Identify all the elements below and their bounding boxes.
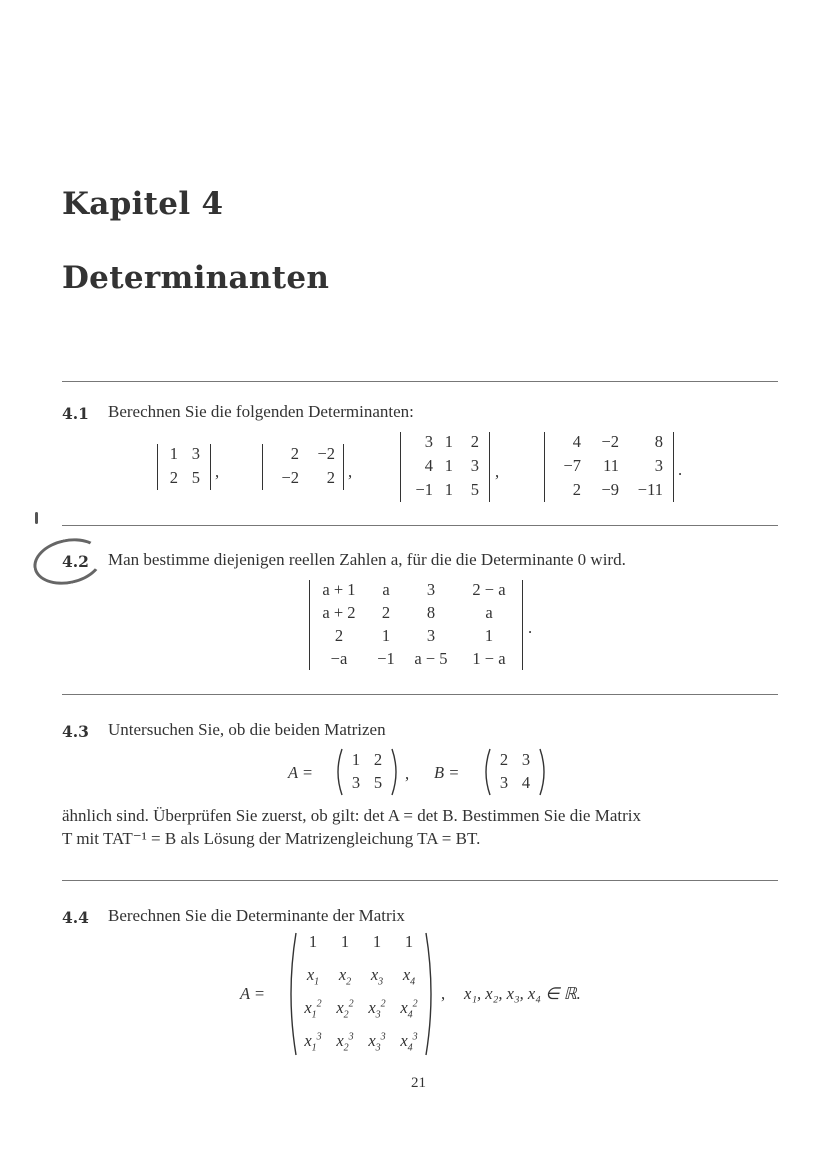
divider (62, 525, 778, 526)
determinant-5: a + 1 a 3 2 − a a + 2 2 8 a 2 1 3 1 −a −1 a − 5 1 − a (309, 580, 523, 670)
entry-x3-squared: $x_3^2$ (368, 998, 386, 1021)
separator-comma: , (405, 764, 410, 783)
variable-condition: x₁, x₂, x₃, x₄ ∈ ℝ. (464, 984, 581, 1003)
matrix-b: 2 3 3 4 (499, 750, 531, 792)
entry-x3-cubed: $x_3^3$ (368, 1031, 386, 1054)
chapter-title: Determinanten (62, 260, 330, 296)
right-paren (539, 748, 549, 796)
chapter-label: Kapitel 4 (62, 186, 224, 222)
divider (62, 880, 778, 881)
left-paren (333, 748, 343, 796)
separator-comma: , (441, 984, 446, 1003)
problem-number: 4.3 (62, 722, 89, 741)
separator-comma: , (348, 462, 353, 481)
end-period: . (528, 618, 533, 637)
determinant-1: 1 3 2 5 (157, 444, 211, 490)
problem-number: 4.2 (62, 552, 89, 571)
matrix-a-label: A = (288, 763, 314, 782)
matrix-a-label: A = (240, 984, 266, 1003)
left-paren (285, 932, 297, 1056)
entry-x4-squared: $x_4^2$ (400, 998, 418, 1021)
divider (62, 694, 778, 695)
divider (62, 381, 778, 382)
entry-x1-cubed: $x_1^3$ (304, 1031, 322, 1054)
problem-text: Berechnen Sie die Determinante der Matrix (108, 906, 405, 925)
problem-text: Man bestimme diejenigen reellen Zahlen a, für die die Determinante 0 wird. (108, 550, 626, 569)
entry-x3: $x_3$ (370, 965, 384, 988)
matrix-a: 1 2 3 5 (351, 750, 383, 792)
problem-text-line: ähnlich sind. Überprüfen Sie zuerst, ob gilt: det A = det B. Bestimmen Sie die Matrix (62, 806, 641, 825)
vandermonde-matrix: 1 1 1 1 $x_1$ $x_2$ $x_3$ $x_4$ $x_1^2$ $x_2^2$ $x_3^2$ $x_4^2$ $x_1^3$ $x_2^3$ $x_3^3$ $x_4^3$ (298, 930, 424, 1054)
problem-number: 4.1 (62, 404, 89, 423)
left-paren (481, 748, 491, 796)
entry-x2-cubed: $x_2^3$ (336, 1031, 354, 1054)
entry-x1: $x_1$ (306, 965, 320, 988)
entry-x4-cubed: $x_4^3$ (400, 1031, 418, 1054)
page-number: 21 (411, 1075, 426, 1091)
problem-number: 4.4 (62, 908, 89, 927)
entry-x2: $x_2$ (338, 965, 352, 988)
end-period: . (678, 460, 683, 479)
problem-text: Untersuchen Sie, ob die beiden Matrizen (108, 720, 386, 739)
entry-x4: $x_4$ (402, 965, 416, 988)
entry-x1-squared: $x_1^2$ (304, 998, 322, 1021)
problem-text: Berechnen Sie die folgenden Determinanten: (108, 402, 414, 421)
separator-comma: , (215, 462, 220, 481)
separator-comma: , (495, 462, 500, 481)
right-paren (391, 748, 401, 796)
determinant-4: 4 −2 8 −7 11 3 2 −9 −11 (544, 432, 674, 502)
pen-mark (35, 512, 38, 524)
determinant-3: 3 1 2 4 1 3 −1 1 5 (400, 432, 490, 502)
matrix-b-label: B = (434, 763, 460, 782)
problem-text-line: T mit TAT⁻¹ = B als Lösung der Matrizengleichung TA = BT. (62, 829, 481, 848)
right-paren (425, 932, 437, 1056)
entry-x2-squared: $x_2^2$ (336, 998, 354, 1021)
determinant-2: 2 −2 −2 2 (262, 444, 344, 490)
